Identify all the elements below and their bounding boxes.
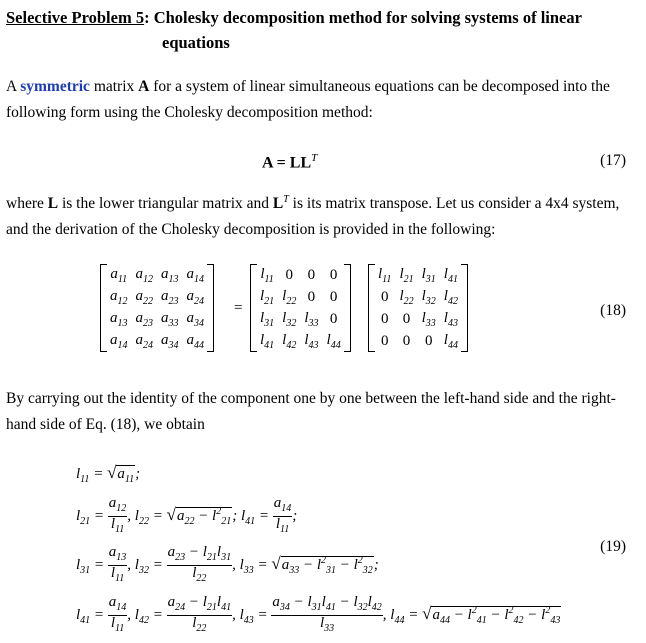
matrix-lt-cell: $l_{31}$ [421,265,436,285]
problem-title-text: : Cholesky decomposition method for solving systems of linear [144,8,582,27]
matrix-l-cell: 0 [329,266,338,283]
matrix-a-cell: $a_{23}$ [135,309,153,329]
matrix-lt-cell: $l_{43}$ [443,309,458,329]
where-rest: is its matrix transpose. Let us consider a 4x4 system, and the derivation of the Cholesky decomposition is provided in the following: [6,195,620,239]
eq19-number: (19) [600,538,626,555]
matrix-a-cell: $a_{13}$ [110,309,128,329]
matrix-lt-cell: $l_{11}$ [378,265,392,285]
matrix-a-cell: $a_{11}$ [110,265,128,285]
intro-paragraph [6,74,638,126]
matrix-l-cell: $l_{32}$ [282,309,297,329]
matrix-a-cell: $a_{34}$ [186,309,204,329]
matrix-l-cell: $l_{22}$ [282,287,297,307]
matrix-lt-cell: $l_{22}$ [399,287,414,307]
where-paragraph [6,187,638,243]
matrix-a-cell: $a_{23}$ [161,287,179,307]
by-paragraph: By carrying out the identity of the component one by one between the left-hand side and the right-hand side of Eq. (18), we obtain [6,390,616,433]
intro-pre: A [6,78,21,95]
matrix-lt-cell: 0 [424,332,433,349]
eq18-equals: = [234,300,243,316]
matrix-lt-cell: 0 [402,332,411,349]
matrix-l-cell: $l_{43}$ [304,331,319,351]
where-pre: where [6,195,48,213]
matrix-lt-cell: 0 [380,288,389,305]
matrix-lt-cell: $l_{44}$ [443,331,458,351]
matrix-a-cell: $a_{44}$ [186,331,204,351]
eq17-expression: A = LL [262,154,312,172]
matrix-lt-cell: $l_{21}$ [399,265,414,285]
symmetric-term: symmetric [20,78,90,95]
matrix-lt-cell: $l_{33}$ [421,309,436,329]
matrix-lt-cell: 0 [380,332,389,349]
matrix-a-cell: $a_{14}$ [186,265,204,285]
eq17-number: (17) [600,152,626,169]
eq19-line2: $l_{21}$ = $\frac{a_{12}}{l_{11}}$ , $l_{22} = √a_{22} - l^2_{21}$; $l_{41}$ = $\frac{a_{14}}{l_{11}}$ ; [76,495,298,535]
intro-rest: for a system of linear simultaneous equations can be decomposed into the following form using the Cholesky decomposition method: [6,78,610,121]
matrix-l-cell: $l_{33}$ [304,309,319,329]
L-symbol: L [47,195,59,213]
matrix-a-cell: $a_{14}$ [110,331,128,351]
problem-title-line2: equations [162,33,230,52]
matrix-L [250,264,351,352]
eq19-line1: $l_{11} = √a_{11}$; [76,463,141,485]
problem-label: Selective Problem 5 [6,8,145,27]
matrix-lt-cell: 0 [402,310,411,327]
matrix-a-cell: $a_{34}$ [161,331,179,351]
eq19-line3: $l_{31}$ = $\frac{a_{13}}{l_{11}}$ , $l_{32}$ = $\frac{a_{23} - l_{21}l_{31}}{l_{22}}$ , $l_{33} = √a_{33} - l^2_{31} - l^2_{32}$; [76,544,379,584]
eq17-transpose-sup: T [311,152,318,164]
matrix-a-cell: $a_{22}$ [135,287,153,307]
where-mid: is the lower triangular matrix and [58,195,273,213]
matrix-l-cell: $l_{41}$ [260,331,275,351]
matrix-LT [368,264,468,352]
matrix-lt-cell: $l_{32}$ [421,287,436,307]
eq19-line4: $l_{41}$ = $\frac{a_{14}}{l_{11}}$ , $l_{42}$ = $\frac{a_{24} - l_{21}l_{41}}{l_{22}}$ , $l_{43}$ = $\frac{a_{34} - l_{31}l_{41} - l_{32}l_{42}}{l_{33}}$ , $l_{44} = √a_{44} - l^2_{41} - l^2_{42} - l^2_{43}$ [76,594,561,634]
matrix-a-cell: $a_{33}$ [161,309,179,329]
matrix-a-cell: $a_{13}$ [161,265,179,285]
matrix-l-cell: 0 [285,266,293,283]
matrix-A [100,264,214,352]
matrix-l-cell: $l_{44}$ [326,331,341,351]
matrix-l-cell: $l_{42}$ [282,331,297,351]
matrix-a-cell: $a_{12}$ [135,265,153,285]
matrix-lt-cell: $l_{42}$ [443,287,458,307]
LT-sup: T [283,194,289,205]
equation-17 [262,152,317,172]
matrix-l-cell: 0 [307,288,316,305]
matrix-l-cell: 0 [307,266,316,283]
matrix-l-cell: $l_{11}$ [260,265,274,285]
matrix-lt-cell: $l_{41}$ [443,265,458,285]
matrix-l-cell: $l_{21}$ [260,287,275,307]
matrix-l-cell: $l_{31}$ [260,309,275,329]
problem-title [6,5,582,55]
intro-mid: matrix [89,78,139,95]
matrix-l-cell: 0 [329,288,338,305]
eq18-number: (18) [600,302,626,319]
matrix-lt-cell: 0 [380,310,389,327]
matrix-A-symbol: A [138,78,150,95]
matrix-a-cell: $a_{12}$ [110,287,128,307]
LT-symbol: L [272,195,284,213]
matrix-a-cell: $a_{24}$ [135,331,153,351]
matrix-l-cell: 0 [329,310,338,327]
matrix-a-cell: $a_{24}$ [186,287,204,307]
